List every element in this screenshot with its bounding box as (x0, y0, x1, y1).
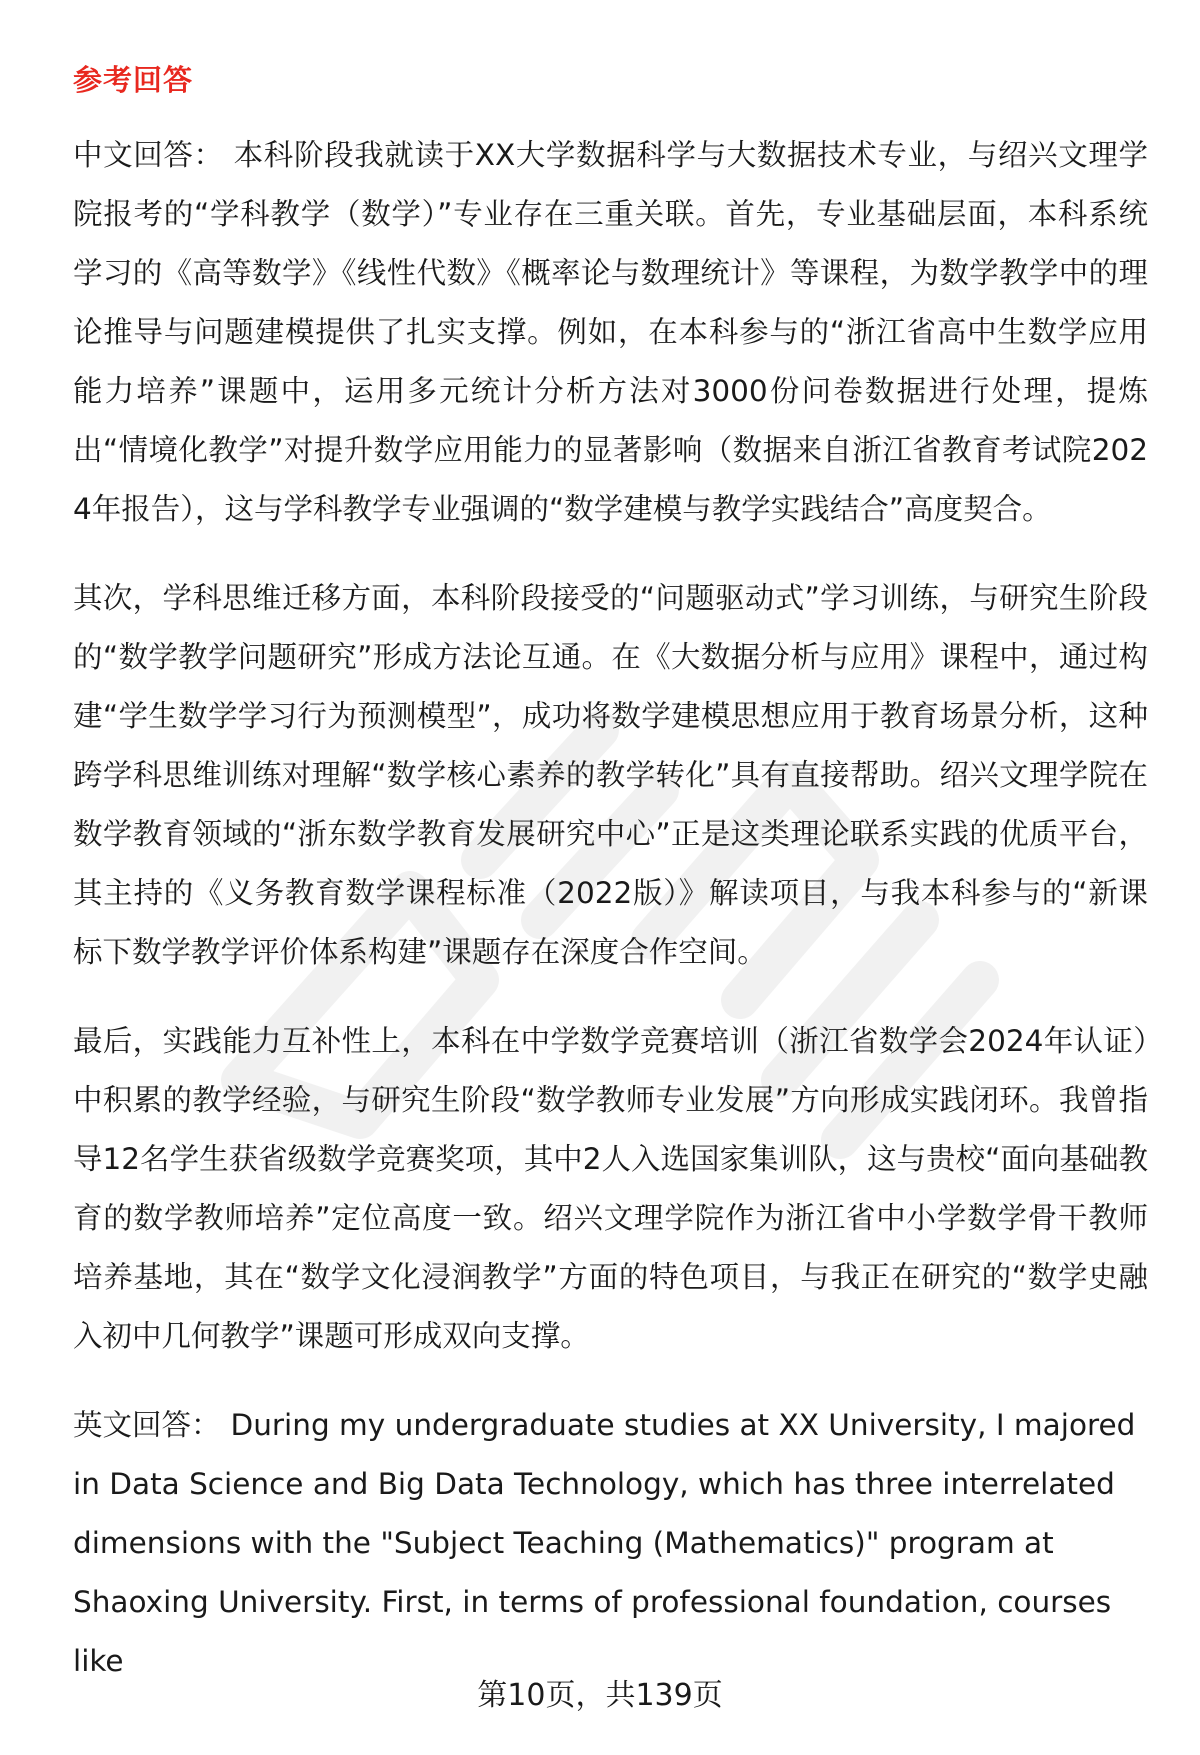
third-paragraph: 最后，实践能力互补性上，本科在中学数学竞赛培训（浙江省数学会2024年认证）中积累的教学经验，与研究生阶段“数学教师专业发展”方向形成实践闭环。我曾指导12名学生获省级数学竞赛奖项，其中2人入选国家集训队，这与贵校“面向基础教育的数学教师培养”定位高度一致。绍兴文理学院作为浙江省中小学数学骨干教师培养基地，其在“数学文化浸润教学”方面的特色项目，与我正在研究的“数学史融入初中几何教学”课题可形成双向支撑。 (73, 1024, 1148, 1353)
english-answer-label: 英文回答： (73, 1408, 221, 1442)
second-paragraph: 其次，学科思维迁移方面，本科阶段接受的“问题驱动式”学习训练，与研究生阶段的“数学教学问题研究”形成方法论互通。在《大数据分析与应用》课程中，通过构建“学生数学学习行为预测模型”，成功将数学建模思想应用于教育场景分析，这种跨学科思维训练对理解“数学核心素养的教学转化”具有直接帮助。绍兴文理学院在数学教育领域的“浙东数学教育发展研究中心”正是这类理论联系实践的优质平台，其主持的《义务教育数学课程标准（2022版）》解读项目，与我本科参与的“新课标下数学教学评价体系构建”课题存在深度合作空间。 (73, 581, 1148, 969)
english-answer-paragraph (73, 1396, 1148, 1691)
answer-body (73, 126, 1148, 1721)
english-answer-text: During my undergraduate studies at XX University, I majored in Data Science and Big Data Technology, which has three interrelated dimensions with the "Subject Teaching (Mathematics)" program at Shaoxing University. First, in terms of professional foundation, courses like (73, 1408, 1136, 1678)
chinese-answer-paragraph (73, 126, 1148, 539)
chinese-answer-text: 本科阶段我就读于XX大学数据科学与大数据技术专业，与绍兴文理学院报考的“学科教学（数学）”专业存在三重关联。首先，专业基础层面，本科系统学习的《高等数学》《线性代数》《概率论与数理统计》等课程，为数学教学中的理论推导与问题建模提供了扎实支撑。例如，在本科参与的“浙江省高中生数学应用能力培养”课题中，运用多元统计分析方法对3000份问卷数据进行处理，提炼出“情境化教学”对提升数学应用能力的显著影响（数据来自浙江省教育考试院2024年报告），这与学科教学专业强调的“数学建模与教学实践结合”高度契合。 (73, 138, 1148, 526)
chinese-answer-label: 中文回答： (73, 138, 224, 172)
answer-heading: 参考回答 (73, 63, 194, 97)
page-number-footer: 第10页，共139页 (477, 1678, 723, 1713)
